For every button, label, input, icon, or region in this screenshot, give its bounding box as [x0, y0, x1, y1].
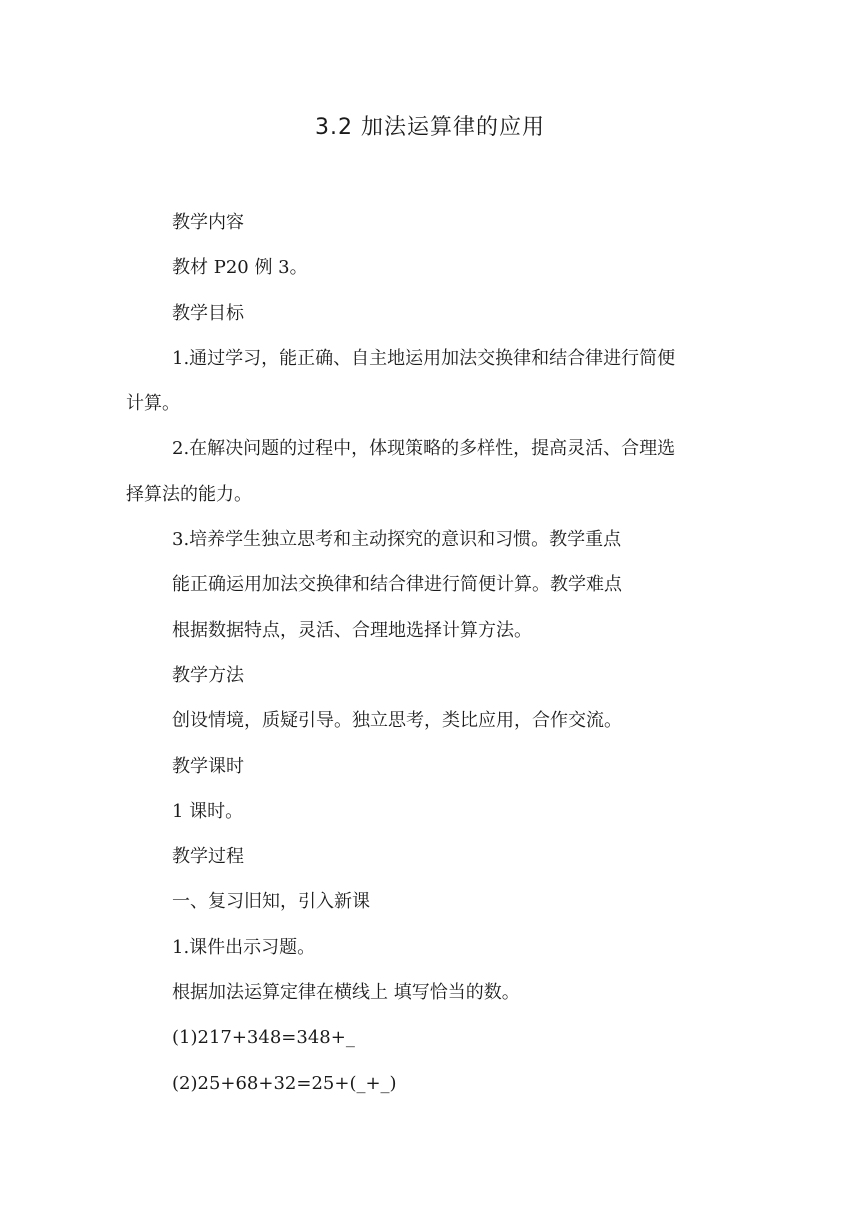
paragraph-line: 教学内容 [172, 212, 244, 233]
paragraph-line: 3.培养学生独立思考和主动探究的意识和习惯。教学重点 [172, 529, 622, 551]
paragraph-line: 根据数据特点，灵活、合理地选择计算方法。 [172, 619, 532, 641]
paragraph-line: 教学方法 [172, 664, 244, 686]
paragraph-line: 计算。 [126, 393, 180, 415]
paragraph-line: 择算法的能力。 [126, 483, 252, 505]
paragraph-line: (2)25+68+32=25+(_+_) [172, 1072, 397, 1094]
document-body [126, 200, 746, 1106]
paragraph-line: 根据加法运算定律在横线上 填写恰当的数。 [172, 982, 520, 1004]
paragraph-line: 一、复习旧知，引入新课 [172, 891, 370, 913]
paragraph-line: 1 课时。 [172, 800, 244, 822]
paragraph-line: 教学课时 [172, 755, 244, 777]
document-title: 3.2 加法运算律的应用 [315, 115, 545, 140]
paragraph-line: 创设情境，质疑引导。独立思考，类比应用，合作交流。 [172, 710, 622, 732]
paragraph-line: 能正确运用加法交换律和结合律进行简便计算。教学难点 [172, 574, 622, 596]
paragraph-line: 教学过程 [172, 846, 244, 868]
paragraph-line: 2.在解决问题的过程中，体现策略的多样性，提高灵活、合理选 [172, 438, 676, 460]
paragraph-line: 1.通过学习，能正确、自主地运用加法交换律和结合律进行简便 [172, 347, 676, 369]
paragraph-line: (1)217+348=348+_ [172, 1027, 355, 1049]
paragraph-line: 1.课件出示习题。 [172, 936, 316, 958]
paragraph-line: 教学目标 [172, 302, 244, 324]
paragraph-line: 教材 P20 例 3。 [172, 257, 308, 279]
